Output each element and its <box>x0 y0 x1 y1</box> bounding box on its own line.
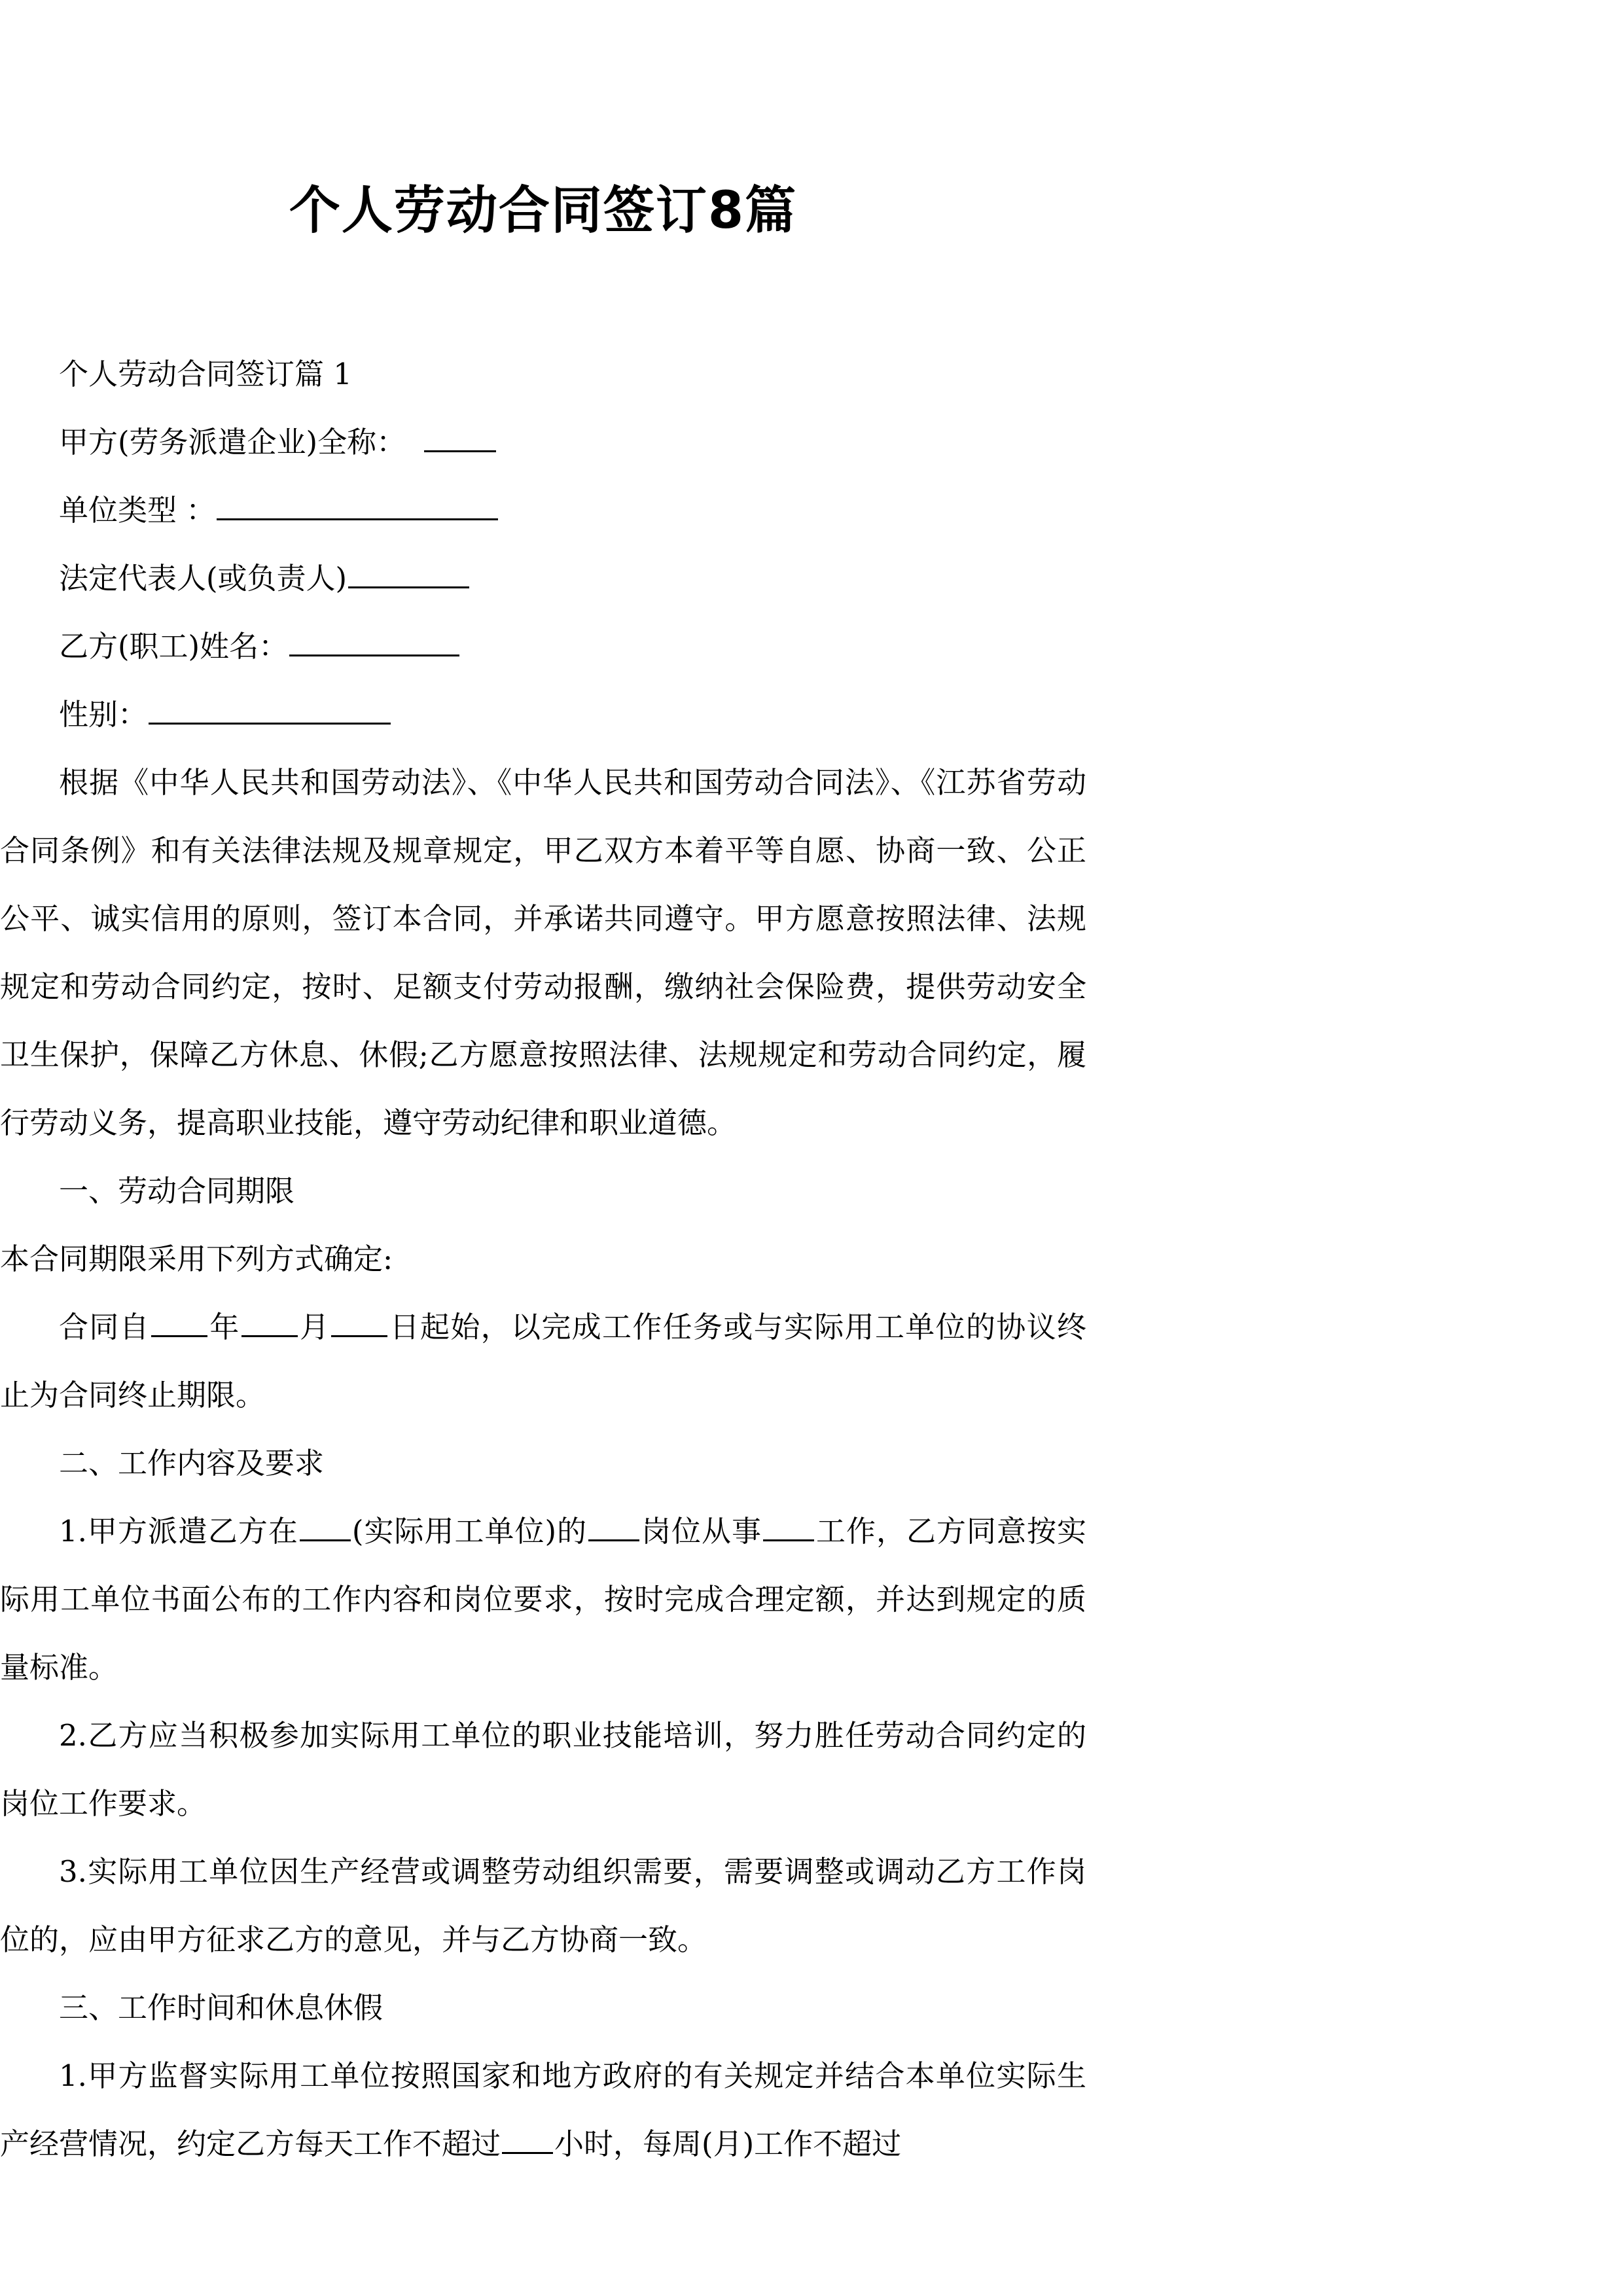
form-field-legal-representative <box>0 545 1086 613</box>
dispatch-unit-blank[interactable] <box>300 1513 351 1541</box>
section-3-item-1 <box>0 2042 1086 2178</box>
term-month-blank[interactable] <box>241 1309 298 1337</box>
form-field-blank[interactable] <box>289 628 459 656</box>
item-segment: 小时，每周(月)工作不超过 <box>554 2126 902 2161</box>
document-body <box>0 340 1086 2178</box>
item-text: 实际用工单位因生产经营或调整劳动组织需要，需要调整或调动乙方工作岗位的，应由甲方征求乙方的意见，并与乙方协商一致。 <box>0 1854 1086 1957</box>
term-year-blank[interactable] <box>151 1309 207 1337</box>
item-segment: 岗位从事 <box>641 1514 762 1549</box>
form-field-employee-name <box>0 613 1086 681</box>
term-month-unit: 月 <box>298 1310 330 1344</box>
item-segment: (实际用工单位)的 <box>351 1514 588 1549</box>
daily-hours-blank[interactable] <box>502 2126 553 2154</box>
form-field-company-name <box>0 408 1086 476</box>
item-text: 乙方应当积极参加实际用工单位的职业技能培训，努力胜任劳动合同约定的岗位工作要求。 <box>0 1718 1086 1821</box>
section-heading-3: 三、工作时间和休息休假 <box>59 1990 383 2025</box>
item-number: 3. <box>59 1854 87 1889</box>
term-day-blank[interactable] <box>331 1309 387 1337</box>
job-blank[interactable] <box>763 1513 814 1541</box>
item-segment: 甲方监督实际用工单位按照国家和地方政府的有关规定并结合本单位实际生产经营情况，约定乙方每天工作不超过 <box>0 2058 1086 2161</box>
item-number: 2. <box>59 1718 87 1753</box>
term-clause-suffix: 日起始，以完成工作任务或与实际用工单位的协议终止为合同终止期限。 <box>0 1310 1086 1412</box>
form-field-label: 甲方(劳务派遣企业)全称： <box>59 425 406 459</box>
section-heading-2: 二、工作内容及要求 <box>59 1446 325 1480</box>
form-field-label: 乙方(职工)姓名： <box>59 629 289 664</box>
item-number: 1. <box>59 1514 87 1549</box>
page-title: 个人劳动合同签订8篇 <box>289 181 798 240</box>
form-field-unit-type <box>0 476 1086 545</box>
section-1-term-clause <box>0 1293 1086 1429</box>
section-1-intro: 本合同期限采用下列方式确定: <box>0 1242 393 1276</box>
section-2-item-2 <box>0 1702 1086 1838</box>
form-field-label: 法定代表人(或负责人) <box>59 561 348 596</box>
term-clause-prefix: 合同自 <box>59 1310 150 1344</box>
section-2-item-3 <box>0 1838 1086 1974</box>
section-heading-1: 一、劳动合同期限 <box>59 1174 295 1208</box>
position-blank[interactable] <box>588 1513 639 1541</box>
form-field-blank[interactable] <box>348 560 469 588</box>
item-segment: 工作，乙方同意按实际用工单位书面公布的工作内容和岗位要求，按时完成合理定额，并达到规定的质量标准。 <box>0 1514 1086 1685</box>
form-field-blank[interactable] <box>424 424 496 452</box>
form-field-gender <box>0 681 1086 749</box>
item-segment: 甲方派遣乙方在 <box>86 1514 298 1549</box>
item-number: 1. <box>59 2058 87 2093</box>
preamble-paragraph: 根据《中华人民共和国劳动法》、《中华人民共和国劳动合同法》、《江苏省劳动合同条例》和有关法律法规及规章规定，甲乙双方本着平等自愿、协商一致、公正公平、诚实信用的原则，签订本合同，并承诺共同遵守。甲方愿意按照法律、法规规定和劳动合同约定，按时、足额支付劳动报酬，缴纳社会保险费，提供劳动安全卫生保护，保障乙方休息、休假;乙方愿意按照法律、法规规定和劳动合同约定，履行劳动义务，提高职业技能，遵守劳动纪律和职业道德。 <box>0 765 1086 1140</box>
form-field-label: 性别： <box>59 697 148 732</box>
term-year-unit: 年 <box>209 1310 240 1344</box>
section-2-item-1 <box>0 1498 1086 1702</box>
form-field-blank[interactable] <box>217 492 498 520</box>
subheading: 个人劳动合同签订篇 1 <box>59 357 352 391</box>
form-field-blank[interactable] <box>149 696 391 725</box>
form-field-label: 单位类型 ： <box>59 493 216 528</box>
